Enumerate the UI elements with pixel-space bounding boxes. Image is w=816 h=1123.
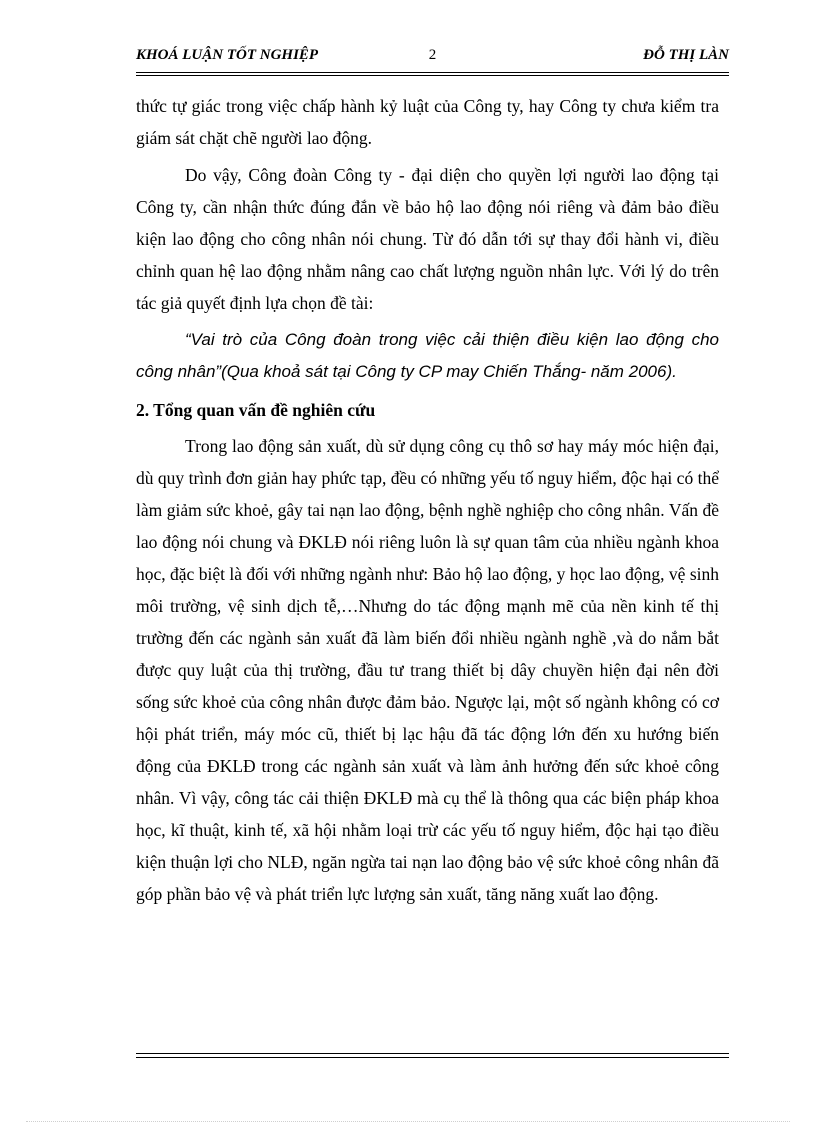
- section-heading: 2. Tổng quan vấn đề nghiên cứu: [136, 400, 376, 420]
- header-rule-top: [136, 72, 729, 73]
- page-edge-dots: [26, 1121, 790, 1122]
- header-title: KHOÁ LUẬN TỐT NGHIỆP: [136, 47, 319, 63]
- page-header: [136, 47, 729, 71]
- footer-rule-top: [136, 1053, 729, 1054]
- page-body: [136, 90, 719, 915]
- page-number: 2: [428, 47, 437, 63]
- header-author: ĐỖ THỊ LÀN: [643, 47, 729, 63]
- footer-rule-bottom: [136, 1057, 729, 1058]
- thesis-title-quote: “Vai trò của Công đoàn trong việc cải thiện điều kiện lao động cho công nhân”(Qua khoả sát tại Công ty CP may Chiến Thắng- năm 2006).: [136, 330, 719, 381]
- paragraph-continued: thức tự giác trong việc chấp hành kỷ luật của Công ty, hay Công ty chưa kiểm tra giám sát chặt chẽ người lao động.: [136, 96, 719, 148]
- paragraph-overview: Trong lao động sản xuất, dù sử dụng công cụ thô sơ hay máy móc hiện đại, dù quy trình đơn giản hay phức tạp, đều có những yếu tố nguy hiểm, độc hại có thể làm giảm sức khoẻ, gây tai nạn lao động, bệnh nghề nghiệp cho công nhân. Vấn đề lao động nói chung và ĐKLĐ nói riêng luôn là sự quan tâm của nhiều ngành khoa học, đặc biệt là đối với những ngành như: Bảo hộ lao động, y học lao động, vệ sinh môi trường, vệ sinh dịch tễ,…Nhưng do tác động mạnh mẽ của nền kinh tế thị trường đến các ngành sản xuất đã làm biến đổi nhiều ngành nghề ,và do nắm bắt được quy luật của thị trường, đầu tư trang thiết bị dây chuyền hiện đại nên đời sống sức khoẻ của công nhân được đảm bảo. Ngược lại, một số ngành không có cơ hội phát triển, máy móc cũ, thiết bị lạc hậu đã tác động lớn đến xu hướng biến động của ĐKLĐ trong các ngành sản xuất và làm ảnh hưởng đến sức khoẻ công nhân. Vì vậy, công tác cải thiện ĐKLĐ mà cụ thể là thông qua các biện pháp khoa học, kĩ thuật, kinh tế, xã hội nhằm loại trừ các yếu tố nguy hiểm, độc hại tạo điều kiện thuận lợi cho NLĐ, ngăn ngừa tai nạn lao động bảo vệ sức khoẻ công nhân đã góp phần bảo vệ và phát triển lực lượng sản xuất, tăng năng xuất lao động.: [136, 436, 719, 904]
- paragraph-trade-union: Do vậy, Công đoàn Công ty - đại diện cho quyền lợi người lao động tại Công ty, cần nhận thức đúng đắn về bảo hộ lao động nói riêng và đảm bảo điều kiện lao động cho công nhân nói chung. Từ đó dẫn tới sự thay đổi hành vi, điều chỉnh quan hệ lao động nhằm nâng cao chất lượng nguồn nhân lực. Với lý do trên tác giả quyết định lựa chọn đề tài:: [136, 165, 719, 313]
- header-rule-bottom: [136, 75, 729, 76]
